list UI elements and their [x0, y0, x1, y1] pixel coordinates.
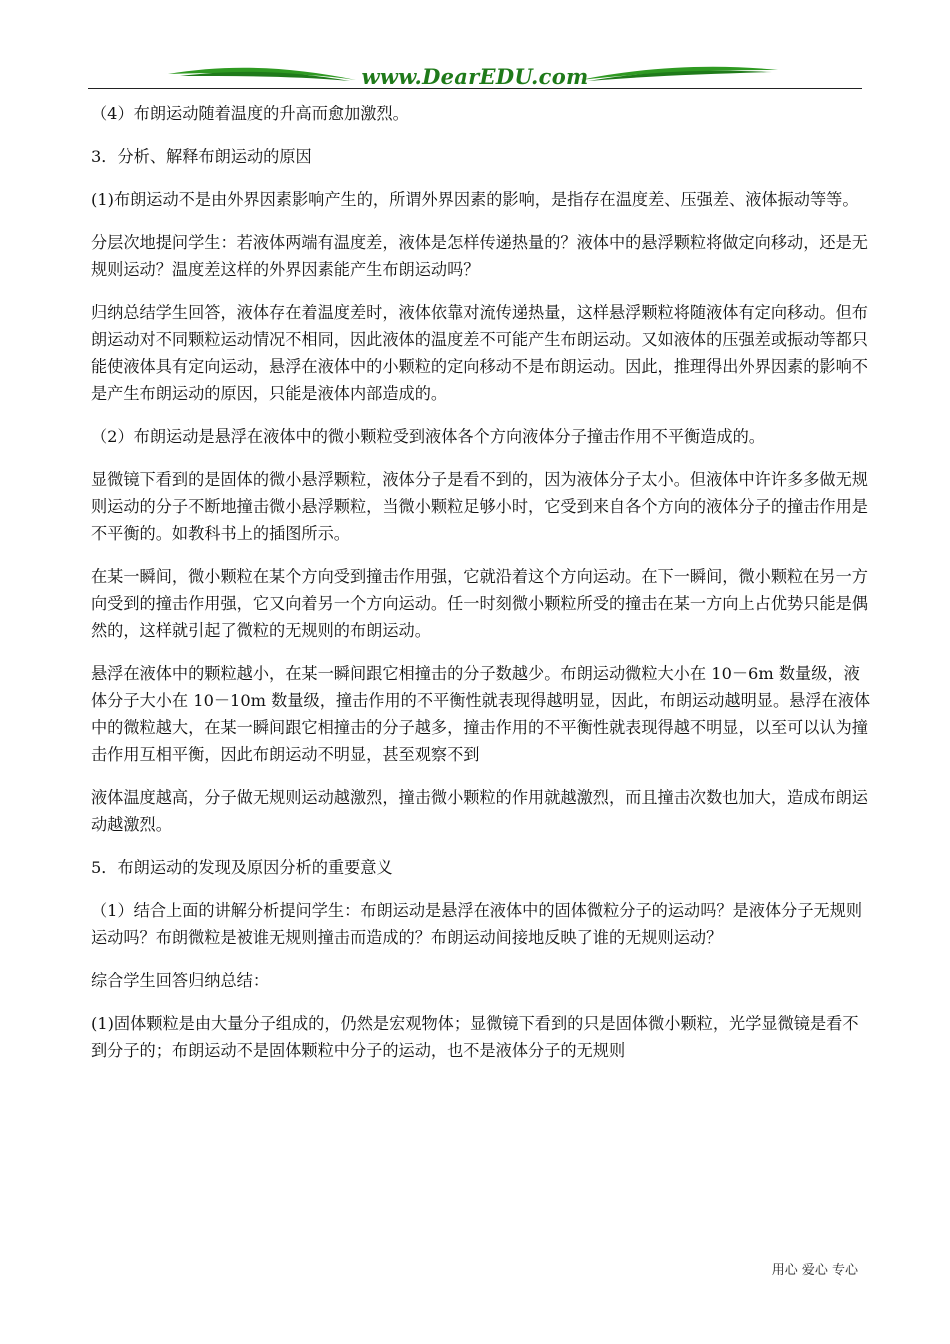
paragraph: （1）结合上面的讲解分析提问学生：布朗运动是悬浮在液体中的固体微粒分子的运动吗？是液体分子无规则运动吗？布朗微粒是被谁无规则撞击而造成的？布朗运动间接地反映了谁的无规则运动？ [91, 901, 863, 947]
paragraph: 液体温度越高，分子做无规则运动越激烈，撞击微小颗粒的作用就越激烈，而且撞击次数也加大，造成布朗运动越激烈。 [91, 788, 868, 834]
site-header [88, 60, 862, 90]
paragraph: （2）布朗运动是悬浮在液体中的微小颗粒受到液体各个方向液体分子撞击作用不平衡造成的。 [91, 427, 765, 446]
paragraph: (1)布朗运动不是由外界因素影响产生的，所谓外界因素的影响，是指存在温度差、压强差、液体振动等等。 [91, 190, 859, 209]
section-heading: 5．布朗运动的发现及原因分析的重要意义 [91, 858, 393, 877]
header-divider [88, 88, 862, 89]
paragraph: (1)固体颗粒是由大量分子组成的，仍然是宏观物体；显微镜下看到的只是固体微小颗粒，光学显微镜是看不到分子的；布朗运动不是固体颗粒中分子的运动，也不是液体分子的无规则 [91, 1014, 859, 1060]
section-heading: 3．分析、解释布朗运动的原因 [91, 147, 312, 166]
paragraph: 悬浮在液体中的颗粒越小，在某一瞬间跟它相撞击的分子数越少。布朗运动微粒大小在 10－6m 数量级，液体分子大小在 10－10m 数量级，撞击作用的不平衡性就表现得越明显，因此，布朗运动越明显。悬浮在液体中的微粒越大，在某一瞬间跟它相撞击的分子越多，撞击作用的不平衡性就表现得越不明显，以至可以认为撞击作用互相平衡，因此布朗运动不明显，甚至观察不到 [91, 664, 871, 764]
paragraph: 在某一瞬间，微小颗粒在某个方向受到撞击作用强，它就沿着这个方向运动。在下一瞬间，微小颗粒在另一方向受到的撞击作用强，它又向着另一个方向运动。任一时刻微小颗粒所受的撞击在某一方向上占优势只能是偶然的，这样就引起了微粒的无规则的布朗运动。 [91, 567, 868, 640]
paragraph: 综合学生回答归纳总结： [91, 971, 270, 990]
page-footer: 用心 爱心 专心 [771, 1263, 858, 1278]
paragraph: 分层次地提问学生：若液体两端有温度差，液体是怎样传递热量的？液体中的悬浮颗粒将做定向移动，还是无规则运动？温度差这样的外界因素能产生布朗运动吗？ [91, 233, 868, 279]
document-body [91, 100, 871, 1080]
paragraph: （4）布朗运动随着温度的升高而愈加激烈。 [91, 104, 409, 123]
site-url[interactable]: www.DearEDU.com [361, 64, 589, 89]
paragraph: 显微镜下看到的是固体的微小悬浮颗粒，液体分子是看不到的，因为液体分子太小。但液体中许许多多做无规则运动的分子不断地撞击微小悬浮颗粒，当微小颗粒足够小时，它受到来自各个方向的液体分子的撞击作用是不平衡的。如教科书上的插图所示。 [91, 470, 868, 543]
paragraph: 归纳总结学生回答，液体存在着温度差时，液体依靠对流传递热量，这样悬浮颗粒将随液体有定向移动。但布朗运动对不同颗粒运动情况不相同，因此液体的温度差不可能产生布朗运动。又如液体的压强差或振动等都只能使液体具有定向运动，悬浮在液体中的小颗粒的定向移动不是布朗运动。因此，推理得出外界因素的影响不是产生布朗运动的原因，只能是液体内部造成的。 [91, 303, 868, 403]
